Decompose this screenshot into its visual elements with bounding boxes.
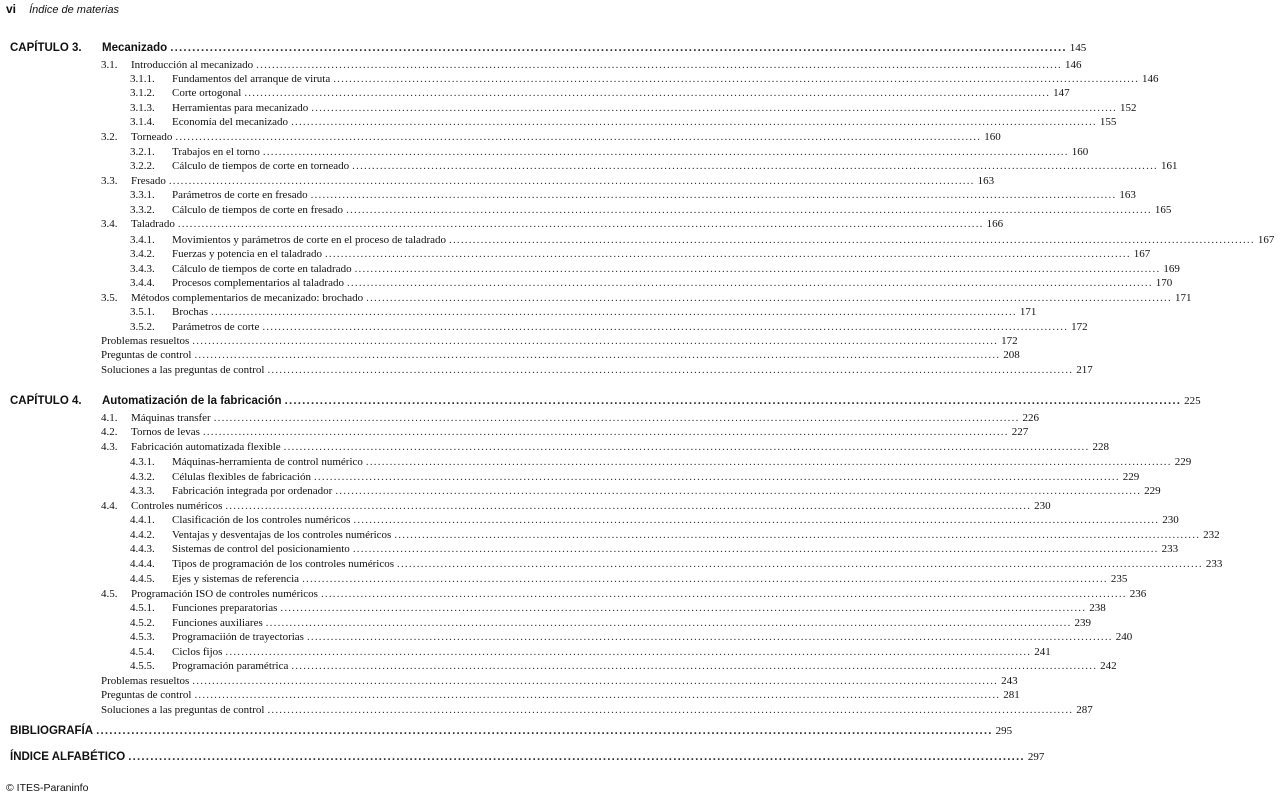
entry-title: Economía del mecanizado bbox=[172, 116, 289, 128]
entry-page: 145 bbox=[1069, 42, 1087, 54]
entry-title: Soluciones a las preguntas de control bbox=[101, 364, 265, 376]
entry-title: Introducción al mecanizado bbox=[131, 59, 254, 71]
entry-page: 217 bbox=[1076, 364, 1093, 376]
entry-number: 3.1.3. bbox=[130, 102, 155, 114]
entry-page: 163 bbox=[1119, 189, 1136, 201]
toc-entry bbox=[0, 470, 1140, 484]
entry-title: Máquinas-herramienta de control numérico bbox=[172, 456, 363, 468]
entry-page: 232 bbox=[1203, 529, 1220, 541]
entry-number: 3.4.2. bbox=[130, 248, 155, 260]
entry-page: 146 bbox=[1142, 73, 1159, 85]
dot-leader bbox=[346, 203, 1152, 217]
entry-title: Ciclos fijos bbox=[172, 646, 223, 658]
entry-page: 147 bbox=[1053, 87, 1070, 99]
dot-leader bbox=[353, 513, 1159, 527]
toc-entry bbox=[0, 440, 1109, 454]
entry-page: 233 bbox=[1161, 543, 1179, 555]
entry-title: Ventajas y desventajas de los controles numéricos bbox=[172, 529, 392, 541]
dot-leader bbox=[225, 499, 1031, 513]
entry-number: 3.3. bbox=[101, 175, 118, 187]
entry-number: 4.5. bbox=[101, 588, 118, 600]
entry-number: 3.5.1. bbox=[130, 306, 155, 318]
dot-leader bbox=[266, 616, 1072, 630]
entry-page: 236 bbox=[1129, 588, 1147, 600]
entry-page: 169 bbox=[1163, 263, 1180, 275]
toc-entry bbox=[0, 334, 1018, 348]
toc-entry bbox=[0, 557, 1223, 571]
dot-leader bbox=[333, 72, 1139, 86]
entry-title: Funciones preparatorias bbox=[172, 602, 278, 614]
toc-entry bbox=[0, 455, 1192, 469]
entry-number: 3.4.3. bbox=[130, 263, 155, 275]
backmatter-entry bbox=[0, 723, 1013, 739]
entry-page: 230 bbox=[1034, 500, 1051, 512]
toc-entry bbox=[0, 203, 1172, 217]
entry-title: Tipos de programación de los controles numéricos bbox=[172, 558, 394, 570]
entry-title: Preguntas de control bbox=[101, 349, 192, 361]
dot-leader bbox=[128, 749, 1025, 765]
entry-number: 4.4. bbox=[101, 500, 118, 512]
entry-number: 3.3.2. bbox=[130, 204, 155, 216]
dot-leader bbox=[178, 217, 984, 231]
entry-page: 155 bbox=[1099, 116, 1117, 128]
toc-entry bbox=[0, 174, 995, 188]
toc-entry bbox=[0, 411, 1040, 425]
dot-leader bbox=[170, 40, 1067, 56]
entry-number: 4.3. bbox=[101, 441, 118, 453]
entry-title: Corte ortogonal bbox=[172, 87, 242, 99]
dot-leader bbox=[256, 58, 1062, 72]
entry-title: ÍNDICE ALFABÉTICO bbox=[10, 751, 126, 763]
toc-entry bbox=[0, 674, 1018, 688]
entry-page: 172 bbox=[1001, 335, 1018, 347]
toc-entry bbox=[0, 572, 1128, 586]
dot-leader bbox=[302, 572, 1108, 586]
toc-entry bbox=[0, 363, 1093, 377]
toc-entry bbox=[0, 276, 1173, 290]
dot-leader bbox=[211, 305, 1017, 319]
toc-entry bbox=[0, 262, 1180, 276]
entry-page: 146 bbox=[1064, 59, 1082, 71]
dot-leader bbox=[194, 688, 1000, 702]
dot-leader bbox=[325, 247, 1131, 261]
entry-number: 4.5.1. bbox=[130, 602, 155, 614]
entry-page: 171 bbox=[1174, 292, 1192, 304]
chapter-entry bbox=[0, 393, 1201, 409]
entry-page: 230 bbox=[1162, 514, 1179, 526]
dot-leader bbox=[280, 601, 1086, 615]
dot-leader bbox=[96, 723, 993, 739]
entry-title: Parámetros de corte en fresado bbox=[172, 189, 308, 201]
entry-title: Sistemas de control del posicionamiento bbox=[172, 543, 350, 555]
entry-number: 4.3.3. bbox=[130, 485, 155, 497]
toc-entry bbox=[0, 305, 1037, 319]
entry-title: Fabricación automatizada flexible bbox=[131, 441, 281, 453]
entry-number: 4.4.3. bbox=[130, 543, 155, 555]
entry-title: Herramientas para mecanizado bbox=[172, 102, 309, 114]
dot-leader bbox=[353, 542, 1159, 556]
toc-entry bbox=[0, 528, 1220, 542]
entry-page: 229 bbox=[1174, 456, 1192, 468]
entry-page: 160 bbox=[984, 131, 1001, 143]
entry-title: Programaciión de trayectorias bbox=[172, 631, 304, 643]
entry-page: 208 bbox=[1003, 349, 1020, 361]
entry-number: 4.4.5. bbox=[130, 573, 155, 585]
entry-number: 3.4.4. bbox=[130, 277, 155, 289]
entry-page: 227 bbox=[1011, 426, 1029, 438]
entry-page: 165 bbox=[1154, 204, 1172, 216]
dot-leader bbox=[285, 393, 1182, 409]
entry-number: 4.5.4. bbox=[130, 646, 155, 658]
entry-page: 226 bbox=[1022, 412, 1040, 424]
toc-entry bbox=[0, 513, 1179, 527]
entry-title: Fabricación integrada por ordenador bbox=[172, 485, 333, 497]
entry-number: 4.5.5. bbox=[130, 660, 155, 672]
entry-page: 171 bbox=[1019, 306, 1037, 318]
entry-title: Cálculo de tiempos de corte en torneado bbox=[172, 160, 350, 172]
entry-page: 297 bbox=[1027, 751, 1045, 763]
entry-number: 4.4.1. bbox=[130, 514, 155, 526]
toc-entry bbox=[0, 499, 1051, 513]
entry-page: 242 bbox=[1100, 660, 1117, 672]
dot-leader bbox=[321, 587, 1127, 601]
entry-number: 4.4.2. bbox=[130, 529, 155, 541]
toc-entry bbox=[0, 159, 1178, 173]
dot-leader bbox=[449, 233, 1255, 247]
dot-leader bbox=[169, 174, 975, 188]
entry-number: 4.5.3. bbox=[130, 631, 155, 643]
toc-entry bbox=[0, 291, 1192, 305]
entry-page: 225 bbox=[1184, 395, 1201, 407]
toc-entry bbox=[0, 542, 1179, 556]
entry-page: 229 bbox=[1122, 471, 1140, 483]
entry-page: 161 bbox=[1160, 160, 1178, 172]
dot-leader bbox=[284, 440, 1090, 454]
entry-title: BIBLIOGRAFÍA bbox=[10, 725, 94, 737]
toc-entry bbox=[0, 645, 1051, 659]
entry-number: 3.2.2. bbox=[130, 160, 155, 172]
entry-page: 243 bbox=[1001, 675, 1018, 687]
footer-copyright: © ITES-Paraninfo bbox=[6, 782, 89, 794]
entry-page: 241 bbox=[1034, 646, 1051, 658]
entry-page: 240 bbox=[1115, 631, 1133, 643]
dot-leader bbox=[192, 674, 998, 688]
entry-number: 4.2. bbox=[101, 426, 118, 438]
dot-leader bbox=[291, 659, 1097, 673]
dot-leader bbox=[203, 425, 1009, 439]
dot-leader bbox=[307, 630, 1113, 644]
toc-entry bbox=[0, 101, 1137, 115]
entry-number: 4.3.2. bbox=[130, 471, 155, 483]
dot-leader bbox=[192, 334, 998, 348]
toc-entry bbox=[0, 484, 1161, 498]
toc-entry bbox=[0, 233, 1275, 247]
dot-leader bbox=[352, 159, 1158, 173]
entry-number: 4.3.1. bbox=[130, 456, 155, 468]
header-title: Índice de materias bbox=[29, 4, 119, 16]
toc-entry bbox=[0, 348, 1020, 362]
dot-leader bbox=[267, 363, 1073, 377]
header-page-number: vi bbox=[6, 2, 17, 16]
toc-entry bbox=[0, 659, 1117, 673]
entry-number: 3.1.2. bbox=[130, 87, 155, 99]
toc-entry bbox=[0, 630, 1133, 644]
entry-number: 3.4. bbox=[101, 218, 118, 230]
entry-title: Problemas resueltos bbox=[101, 335, 190, 347]
toc-entry bbox=[0, 86, 1070, 100]
entry-page: 295 bbox=[995, 725, 1013, 737]
entry-page: 233 bbox=[1205, 558, 1223, 570]
entry-page: 172 bbox=[1071, 321, 1088, 333]
toc-entry bbox=[0, 587, 1147, 601]
dot-leader bbox=[347, 276, 1153, 290]
entry-title: Ejes y sistemas de referencia bbox=[172, 573, 300, 585]
toc-entry bbox=[0, 115, 1117, 129]
dot-leader bbox=[394, 528, 1200, 542]
toc-entry bbox=[0, 688, 1020, 702]
entry-page: 170 bbox=[1155, 277, 1173, 289]
toc-entry bbox=[0, 425, 1029, 439]
dot-leader bbox=[355, 262, 1161, 276]
entry-title: Soluciones a las preguntas de control bbox=[101, 704, 265, 716]
dot-leader bbox=[194, 348, 1000, 362]
entry-title: Cálculo de tiempos de corte en taladrado bbox=[172, 263, 352, 275]
entry-title: Cálculo de tiempos de corte en fresado bbox=[172, 204, 344, 216]
entry-number: 4.1. bbox=[101, 412, 118, 424]
entry-title: Fresado bbox=[131, 175, 166, 187]
toc-entry bbox=[0, 616, 1092, 630]
entry-title: Problemas resueltos bbox=[101, 675, 190, 687]
toc-entry bbox=[0, 320, 1088, 334]
dot-leader bbox=[291, 115, 1097, 129]
dot-leader bbox=[263, 145, 1069, 159]
dot-leader bbox=[214, 411, 1020, 425]
toc-entry bbox=[0, 703, 1093, 717]
entry-title: Clasificación de los controles numéricos bbox=[172, 514, 351, 526]
entry-page: 152 bbox=[1120, 102, 1137, 114]
entry-title: Programación ISO de controles numéricos bbox=[131, 588, 318, 600]
entry-page: 238 bbox=[1089, 602, 1106, 614]
entry-title: Parámetros de corte bbox=[172, 321, 260, 333]
dot-leader bbox=[175, 130, 981, 144]
entry-number: CAPÍTULO 4. bbox=[10, 395, 82, 407]
entry-number: 4.4.4. bbox=[130, 558, 155, 570]
entry-page: 167 bbox=[1133, 248, 1151, 260]
dot-leader bbox=[267, 703, 1073, 717]
entry-page: 281 bbox=[1003, 689, 1020, 701]
toc-entry bbox=[0, 247, 1151, 261]
entry-title: Brochas bbox=[172, 306, 209, 318]
entry-number: 3.5. bbox=[101, 292, 118, 304]
dot-leader bbox=[225, 645, 1031, 659]
entry-page: 160 bbox=[1071, 146, 1089, 158]
entry-title: Fundamentos del arranque de viruta bbox=[172, 73, 331, 85]
entry-title: Métodos complementarios de mecanizado: brochado bbox=[131, 292, 364, 304]
dot-leader bbox=[244, 86, 1050, 100]
toc-entry bbox=[0, 58, 1082, 72]
entry-title: Procesos complementarios al taladrado bbox=[172, 277, 344, 289]
entry-number: 3.2. bbox=[101, 131, 118, 143]
toc-entry bbox=[0, 145, 1089, 159]
entry-number: 3.1.4. bbox=[130, 116, 155, 128]
entry-number: 3.1. bbox=[101, 59, 118, 71]
entry-title: Taladrado bbox=[131, 218, 175, 230]
entry-number: 3.4.1. bbox=[130, 234, 155, 246]
dot-leader bbox=[311, 101, 1117, 115]
dot-leader bbox=[335, 484, 1141, 498]
entry-page: 229 bbox=[1144, 485, 1161, 497]
entry-page: 235 bbox=[1110, 573, 1128, 585]
toc-entry bbox=[0, 217, 1004, 231]
entry-title: Preguntas de control bbox=[101, 689, 192, 701]
entry-title: Funciones auxiliares bbox=[172, 617, 263, 629]
toc-entry bbox=[0, 72, 1159, 86]
entry-title: Programación paramétrica bbox=[172, 660, 289, 672]
entry-page: 167 bbox=[1257, 234, 1275, 246]
entry-number: 3.3.1. bbox=[130, 189, 155, 201]
backmatter-entry bbox=[0, 749, 1045, 765]
chapter-entry bbox=[0, 40, 1087, 56]
toc-entry bbox=[0, 130, 1001, 144]
entry-page: 239 bbox=[1074, 617, 1092, 629]
entry-title: Tornos de levas bbox=[131, 426, 200, 438]
toc-entry bbox=[0, 601, 1106, 615]
entry-title: Automatización de la fabricación bbox=[102, 395, 282, 407]
entry-page: 287 bbox=[1076, 704, 1093, 716]
entry-page: 228 bbox=[1092, 441, 1109, 453]
entry-page: 166 bbox=[986, 218, 1004, 230]
toc-entry bbox=[0, 188, 1136, 202]
entry-title: Movimientos y parámetros de corte en el proceso de taladrado bbox=[172, 234, 446, 246]
entry-title: Máquinas transfer bbox=[131, 412, 211, 424]
entry-number: 3.5.2. bbox=[130, 321, 155, 333]
entry-number: 3.2.1. bbox=[130, 146, 155, 158]
dot-leader bbox=[262, 320, 1068, 334]
dot-leader bbox=[366, 455, 1172, 469]
dot-leader bbox=[366, 291, 1172, 305]
entry-title: Trabajos en el torno bbox=[172, 146, 260, 158]
entry-title: Fuerzas y potencia en el taladrado bbox=[172, 248, 322, 260]
dot-leader bbox=[397, 557, 1203, 571]
entry-title: Controles numéricos bbox=[131, 500, 223, 512]
entry-title: Células flexibles de fabricación bbox=[172, 471, 311, 483]
entry-number: CAPÍTULO 3. bbox=[10, 42, 82, 54]
entry-title: Torneado bbox=[131, 131, 173, 143]
entry-number: 3.1.1. bbox=[130, 73, 155, 85]
entry-page: 163 bbox=[977, 175, 995, 187]
dot-leader bbox=[314, 470, 1120, 484]
entry-number: 4.5.2. bbox=[130, 617, 155, 629]
dot-leader bbox=[311, 188, 1117, 202]
entry-title: Mecanizado bbox=[102, 42, 168, 54]
